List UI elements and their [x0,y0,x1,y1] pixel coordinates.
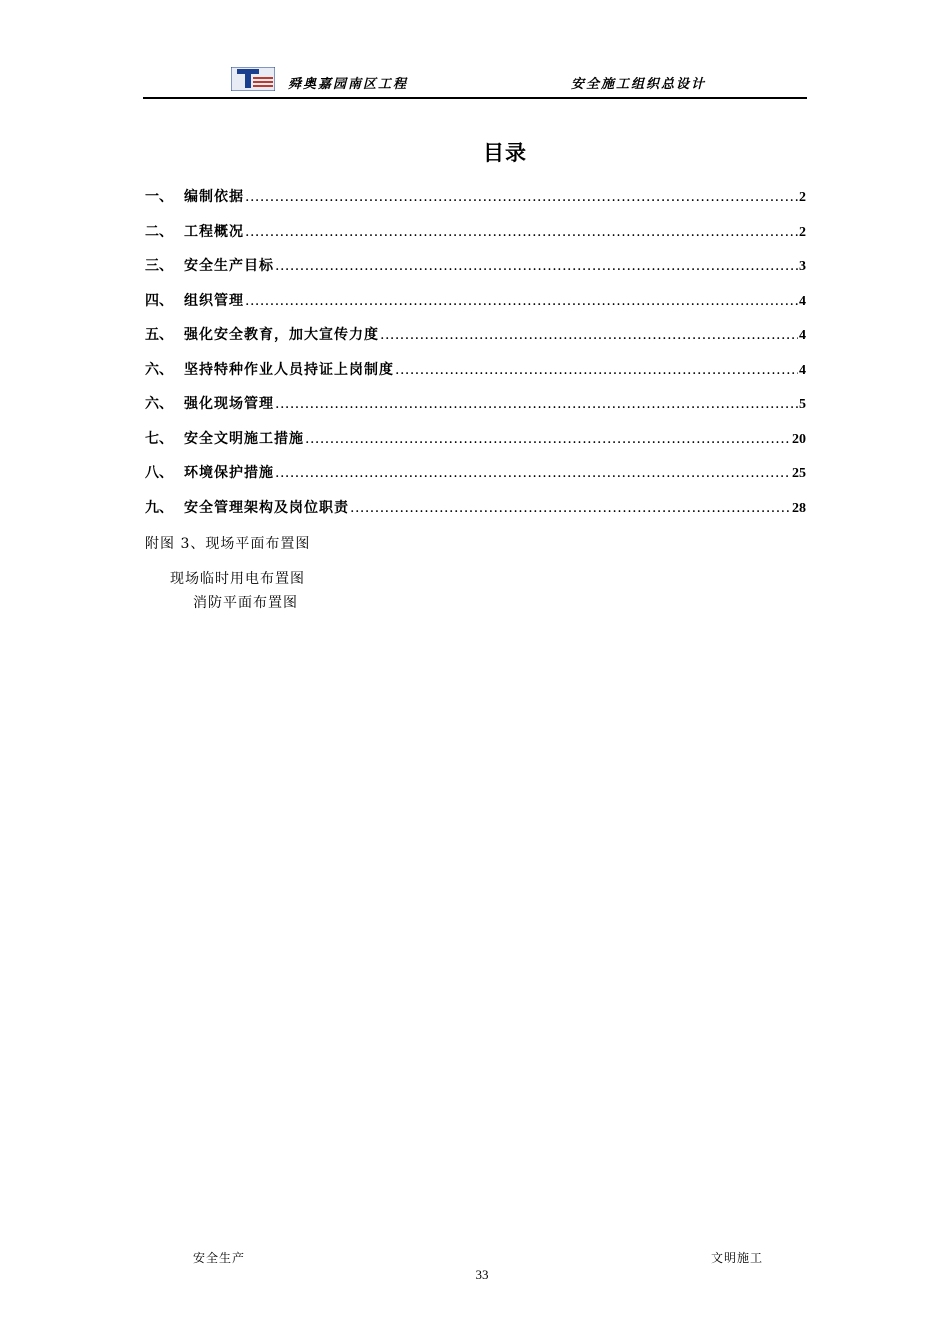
toc-entry[interactable] [145,324,806,359]
toc-entry-page: 20 [792,431,806,447]
page-number: 33 [475,1267,489,1282]
toc-dot-leader [245,293,798,309]
toc-entry-number: 八、 [145,465,173,481]
footer-left-text: 安全生产 [193,1251,246,1265]
toc-dot-leader [395,362,798,378]
header-doc-title: 安全施工组织总设计 [571,77,707,92]
toc-entry-title: 编制依据 [184,189,244,205]
appendix-heading: 附图 3、现场平面布置图 [145,536,311,552]
toc-dot-leader [245,224,798,240]
toc-entry[interactable] [145,359,806,394]
toc-entry-title: 安全生产目标 [184,258,274,274]
toc-entry-title: 组织管理 [184,292,244,309]
toc-dot-leader [380,327,798,343]
toc-entry-number: 六、 [145,361,173,378]
toc-dot-leader [275,396,798,412]
toc-entry-number: 二、 [145,223,173,240]
toc-entry-title: 工程概况 [184,223,244,240]
toc-entry-title: 安全文明施工措施 [184,430,304,447]
toc-entry-page: 4 [799,362,806,378]
toc-entry-page: 4 [799,293,806,309]
toc-entry-number: 六、 [145,396,173,412]
toc-list [145,186,806,531]
toc-entry-title: 坚持特种作业人员持证上岗制度 [184,361,394,378]
toc-entry-number: 四、 [145,292,173,309]
toc-dot-leader [275,258,798,274]
appendix-item-fire-layout: 消防平面布置图 [193,595,298,611]
toc-entry-title: 环境保护措施 [184,465,274,481]
toc-entry-page: 4 [799,328,806,343]
toc-entry[interactable] [145,428,806,463]
toc-entry-number: 七、 [145,430,173,447]
toc-entry-number: 一、 [145,189,173,205]
toc-entry-title: 强化现场管理 [184,396,274,412]
toc-entry-title: 安全管理架构及岗位职责 [184,499,349,516]
toc-entry-number: 九、 [145,499,173,516]
page-header [143,64,807,99]
toc-entry[interactable] [145,186,806,221]
toc-entry[interactable] [145,290,806,325]
toc-entry[interactable] [145,255,806,290]
toc-entry[interactable] [145,497,806,532]
toc-entry-page: 25 [792,466,806,481]
toc-entry-page: 2 [799,224,806,240]
header-project-name: 舜奥嘉园南区工程 [288,77,409,92]
toc-entry-page: 28 [792,500,806,516]
toc-entry[interactable] [145,221,806,256]
toc-entry-number: 三、 [145,258,173,274]
toc-dot-leader [350,500,791,516]
toc-entry-page: 2 [799,190,806,205]
toc-entry-page: 3 [799,259,806,274]
toc-dot-leader [275,465,791,481]
company-logo-icon [231,67,275,91]
footer-right-text: 文明施工 [711,1251,764,1265]
toc-title: 目录 [483,140,527,165]
toc-entry[interactable] [145,393,806,428]
toc-entry-title: 强化安全教育，加大宣传力度 [184,327,379,343]
toc-dot-leader [245,189,798,205]
toc-entry-number: 五、 [145,327,173,343]
toc-entry-page: 5 [799,397,806,412]
toc-dot-leader [305,431,791,447]
toc-entry[interactable] [145,462,806,497]
appendix-item-temp-power: 现场临时用电布置图 [170,571,305,587]
